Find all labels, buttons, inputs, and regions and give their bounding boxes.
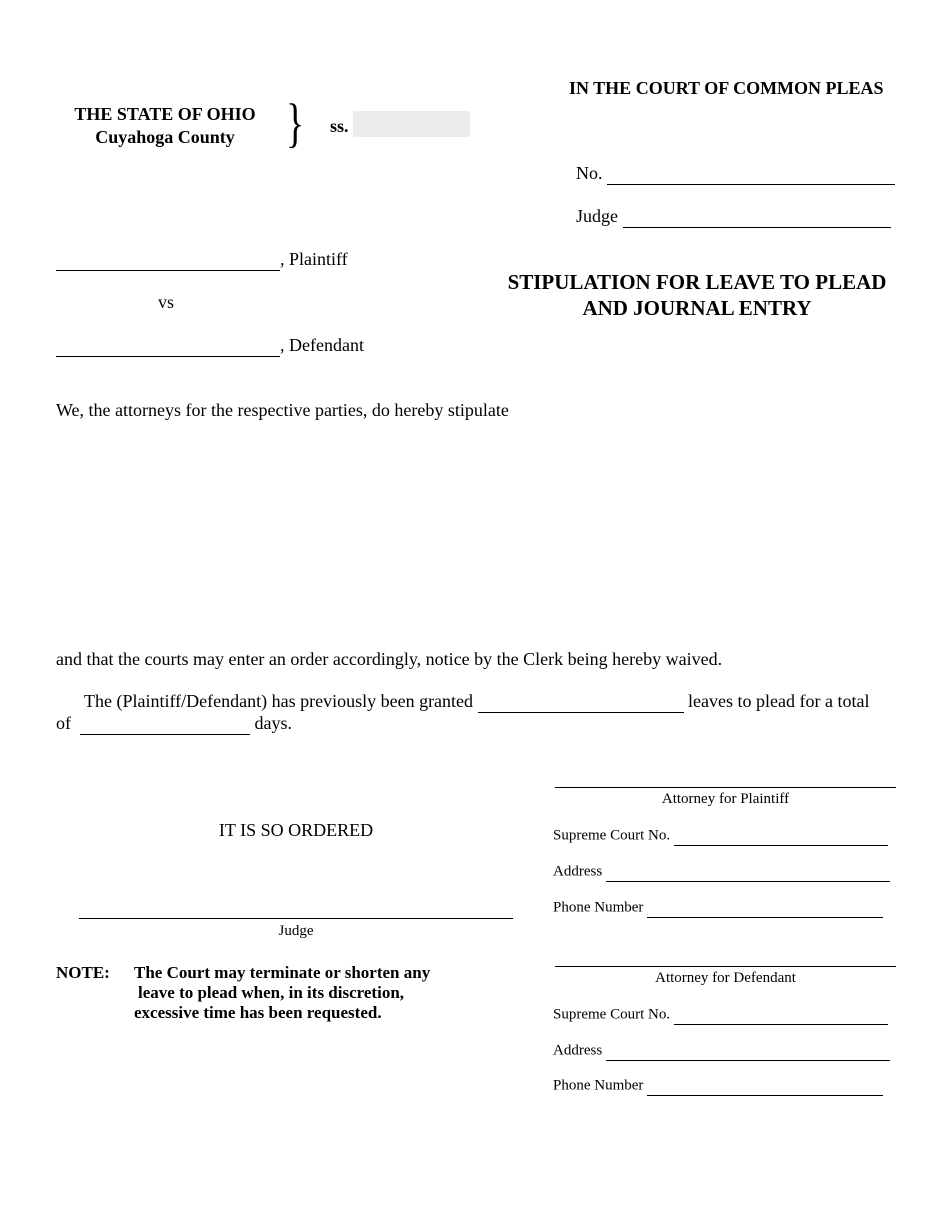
plaintiff-supreme-field[interactable] [674, 827, 888, 846]
plaintiff-label: , Plaintiff [280, 249, 348, 269]
stipulation-textarea[interactable] [56, 428, 902, 642]
case-number-field[interactable] [607, 166, 895, 185]
plaintiff-row [56, 249, 348, 271]
days-label: days. [254, 713, 292, 733]
note-line1: The Court may terminate or shorten any [134, 963, 431, 982]
of-label: of [56, 713, 71, 733]
document-title-line2: AND JOURNAL ENTRY [582, 296, 812, 320]
brace-icon: } [286, 93, 305, 153]
defendant-supreme-field[interactable] [674, 1006, 888, 1025]
granted-prefix: The (Plaintiff/Defendant) has previously been granted [84, 691, 474, 711]
plaintiff-phone-row [553, 899, 883, 918]
plaintiff-attorney-caption: Attorney for Plaintiff [661, 791, 790, 807]
total-days-field[interactable] [80, 716, 250, 735]
judge-field[interactable] [623, 209, 891, 228]
defendant-field[interactable] [56, 338, 280, 357]
plaintiff-address-field[interactable] [606, 863, 890, 882]
order-text: and that the courts may enter an order accordingly, notice by the Clerk being hereby waived. [56, 649, 723, 669]
stipulate-text: We, the attorneys for the respective parties, do hereby stipulate [56, 400, 509, 420]
plaintiff-field[interactable] [56, 252, 280, 271]
judge-row [576, 206, 891, 228]
note-line3: excessive time has been requested. [134, 1003, 382, 1022]
note-line2: leave to plead when, in its discretion, [138, 983, 405, 1002]
defendant-phone-row [553, 1077, 883, 1096]
case-number-label: No. [576, 163, 603, 183]
judge-signature-line[interactable] [79, 918, 513, 919]
case-number-row [576, 163, 895, 185]
document-title-line1: STIPULATION FOR LEAVE TO PLEAD [507, 270, 887, 294]
so-ordered-text: IT IS SO ORDERED [218, 820, 374, 840]
plaintiff-supreme-label: Supreme Court No. [553, 827, 671, 844]
plaintiff-attorney-signature-line[interactable] [555, 787, 896, 788]
defendant-address-row [553, 1042, 890, 1061]
vs-label: vs [158, 292, 175, 312]
defendant-phone-label: Phone Number [553, 1077, 644, 1094]
note-label: NOTE: [56, 963, 110, 982]
county-name: Cuyahoga County [95, 127, 235, 147]
judge-label: Judge [576, 206, 618, 226]
plaintiff-supreme-row [553, 827, 888, 846]
court-title: IN THE COURT OF COMMON PLEAS [569, 78, 884, 98]
plaintiff-phone-label: Phone Number [553, 899, 644, 916]
ss-field[interactable] [353, 111, 470, 137]
defendant-label: , Defendant [280, 335, 364, 355]
plaintiff-address-row [553, 863, 890, 882]
defendant-attorney-caption: Attorney for Defendant [655, 970, 796, 986]
judge-signature-caption: Judge [278, 923, 314, 939]
granted-line [84, 691, 869, 713]
defendant-supreme-row [553, 1006, 888, 1025]
defendant-address-field[interactable] [606, 1042, 890, 1061]
plaintiff-address-label: Address [553, 863, 603, 880]
plaintiff-phone-field[interactable] [647, 899, 883, 918]
days-line [56, 713, 292, 735]
defendant-address-label: Address [553, 1042, 603, 1059]
defendant-supreme-label: Supreme Court No. [553, 1006, 671, 1023]
defendant-row [56, 335, 364, 357]
state-name: THE STATE OF OHIO [74, 104, 256, 124]
leaves-granted-field[interactable] [478, 694, 684, 713]
defendant-attorney-signature-line[interactable] [555, 966, 896, 967]
ss-label: ss. [330, 116, 349, 136]
granted-suffix: leaves to plead for a total [688, 691, 870, 711]
defendant-phone-field[interactable] [647, 1077, 883, 1096]
